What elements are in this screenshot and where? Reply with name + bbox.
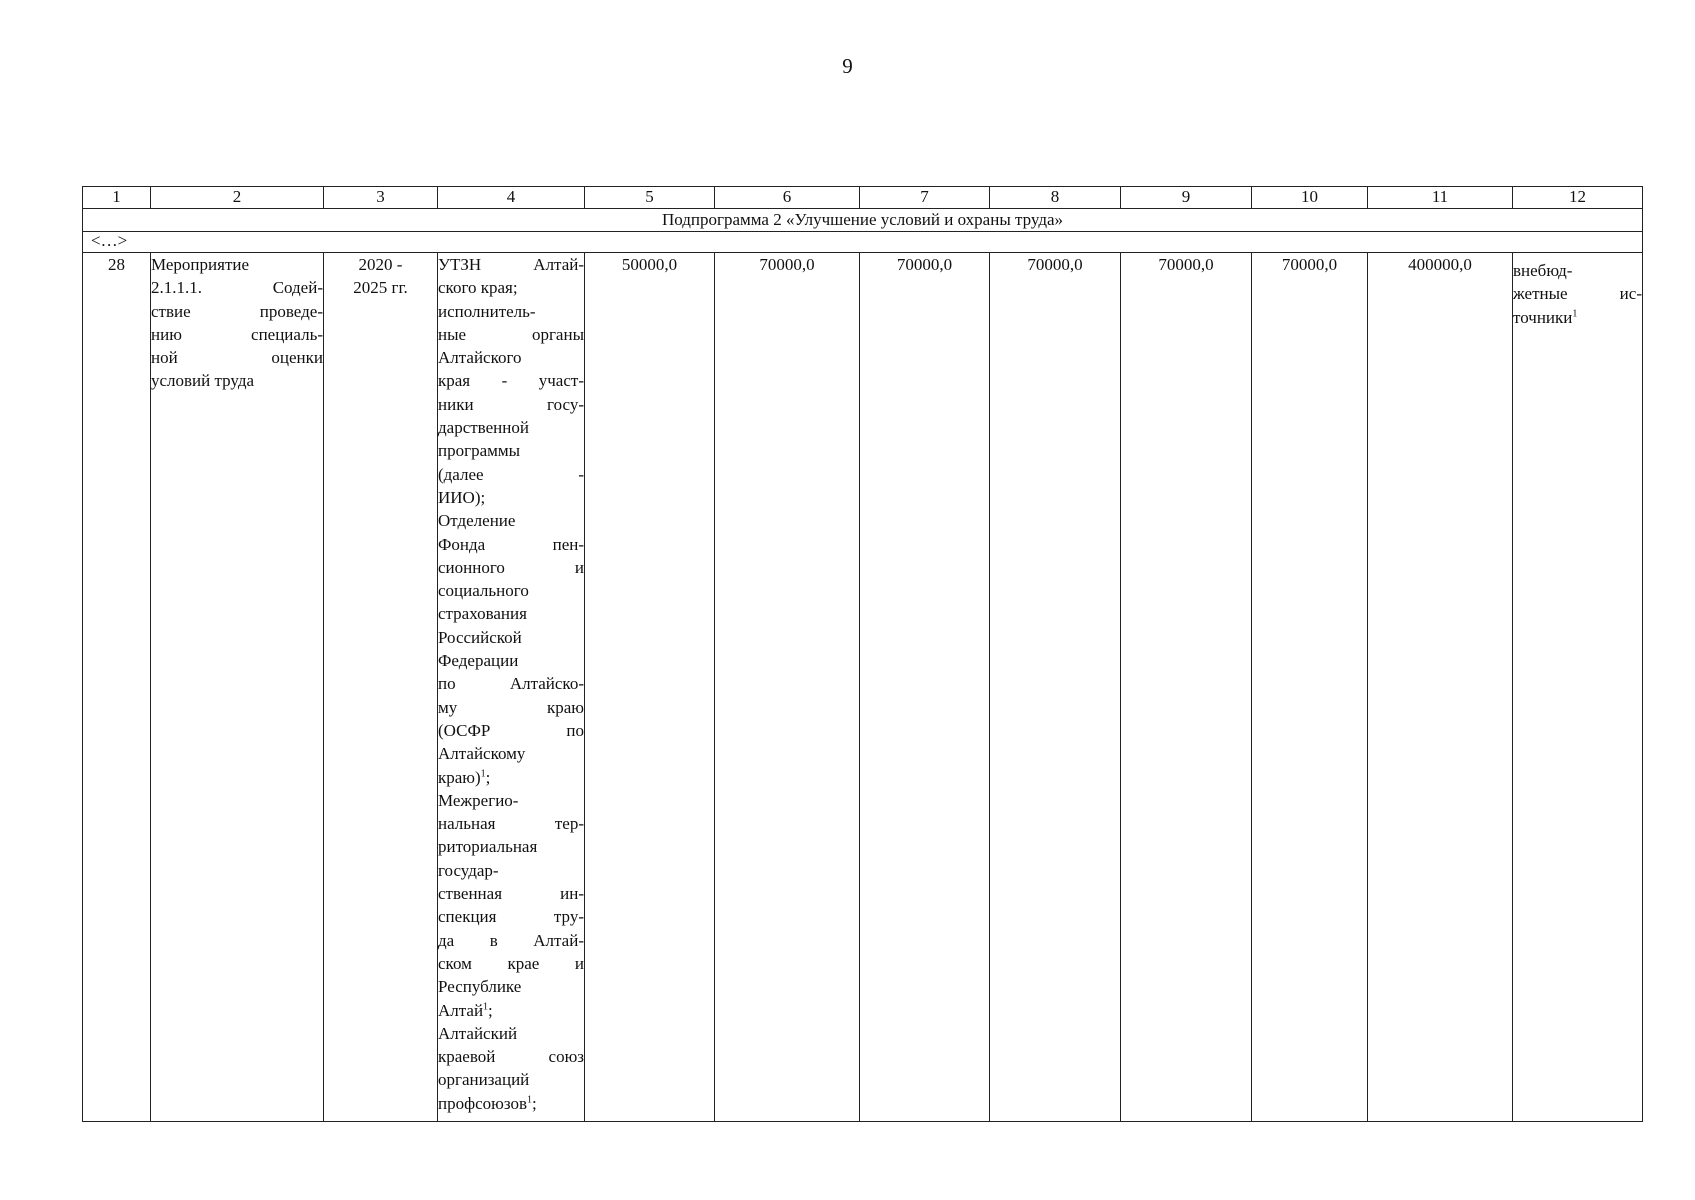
executor-line: ского края; — [438, 278, 518, 298]
activity-line: ствие проведе- — [151, 301, 323, 321]
executor-line: Алтайский — [438, 1023, 518, 1043]
column-header-7: 7 — [860, 187, 990, 209]
executor-line: Российской — [438, 627, 522, 647]
executor-line: сионного и — [438, 557, 584, 577]
subprogram-title: Подпрограмма 2 «Улучшение условий и охраны труда» — [83, 209, 1643, 232]
period-line: 2020 - — [358, 255, 403, 274]
executor-line: организаций — [438, 1070, 530, 1090]
executor-line: государ- — [438, 860, 499, 880]
column-header-9: 9 — [1121, 187, 1252, 209]
column-header-5: 5 — [585, 187, 715, 209]
activity-line: ной оценки — [151, 348, 323, 368]
executor-line: Алтайскому — [438, 744, 526, 764]
table-row — [83, 253, 1643, 1122]
activity-cell — [151, 253, 324, 1122]
value-col-10: 70000,0 — [1252, 253, 1368, 1122]
source-line: точники$^1$ — [1513, 307, 1578, 327]
executor-line: спекция тру- — [438, 907, 584, 927]
value-col-6: 70000,0 — [715, 253, 860, 1122]
period-line: 2025 гг. — [353, 278, 408, 298]
column-header-12: 12 — [1513, 187, 1643, 209]
executor-line: дарственной — [438, 418, 529, 438]
column-header-6: 6 — [715, 187, 860, 209]
column-header-10: 10 — [1252, 187, 1368, 209]
column-number-row — [83, 187, 1643, 209]
activity-line: 2.1.1.1. Содей- — [151, 278, 323, 298]
value-col-8: 70000,0 — [990, 253, 1121, 1122]
executor-line: Федерации — [438, 651, 519, 671]
executor-line: краевой союз — [438, 1047, 584, 1067]
executor-line: (далее - — [438, 464, 584, 484]
column-header-3: 3 — [324, 187, 438, 209]
executor-line: ные органы — [438, 324, 584, 344]
executor-line: Алтайского — [438, 348, 522, 368]
executor-line: нальная тер- — [438, 814, 584, 834]
executor-line: краю)$^1$; — [438, 767, 491, 787]
executor-line: ском крае и — [438, 953, 584, 973]
program-table — [82, 186, 1643, 1122]
executor-line: исполнитель- — [438, 301, 536, 321]
executor-line: ники госу- — [438, 394, 584, 414]
executor-line: страхования — [438, 604, 527, 624]
executor-line: Республике — [438, 977, 522, 997]
activity-line: условий труда — [151, 371, 255, 391]
executor-line: риториальная — [438, 837, 538, 857]
omission-marker: <…> — [83, 232, 1643, 253]
executor-line: по Алтайско- — [438, 674, 584, 694]
page-number: 9 — [842, 54, 853, 78]
row-number: 28 — [83, 253, 151, 1122]
executor-line: профсоюзов$^1$; — [438, 1093, 537, 1113]
value-col-7: 70000,0 — [860, 253, 990, 1122]
column-header-11: 11 — [1368, 187, 1513, 209]
column-header-1: 1 — [83, 187, 151, 209]
executor-line: ИИО); — [438, 487, 486, 507]
executor-line: му краю — [438, 697, 584, 717]
source-line: жетные ис- — [1513, 284, 1642, 304]
executor-line: края - участ- — [438, 371, 584, 391]
executor-line: ственная ин- — [438, 884, 584, 904]
activity-line: нию специаль- — [151, 324, 323, 344]
column-header-4: 4 — [438, 187, 585, 209]
executor-line: социального — [438, 581, 529, 601]
executor-line: Алтай$^1$; — [438, 1000, 493, 1020]
value-col-5: 50000,0 — [585, 253, 715, 1122]
value-col-11: 400000,0 — [1368, 253, 1513, 1122]
source-line: внебюд- — [1513, 261, 1573, 280]
executor-line: Фонда пен- — [438, 534, 584, 554]
executors-cell — [438, 253, 585, 1122]
executor-line: (ОСФР по — [438, 720, 584, 740]
executor-line: Отделение — [438, 511, 516, 531]
value-col-9: 70000,0 — [1121, 253, 1252, 1122]
executor-line: УТЗН Алтай- — [438, 255, 584, 274]
executor-line: да в Алтай- — [438, 930, 584, 950]
period-cell — [324, 253, 438, 1122]
column-header-8: 8 — [990, 187, 1121, 209]
column-header-2: 2 — [151, 187, 324, 209]
activity-line: Мероприятие — [151, 255, 250, 274]
funding-source-cell — [1513, 253, 1643, 1122]
executor-line: программы — [438, 441, 521, 461]
executor-line: Межрегио- — [438, 790, 519, 810]
